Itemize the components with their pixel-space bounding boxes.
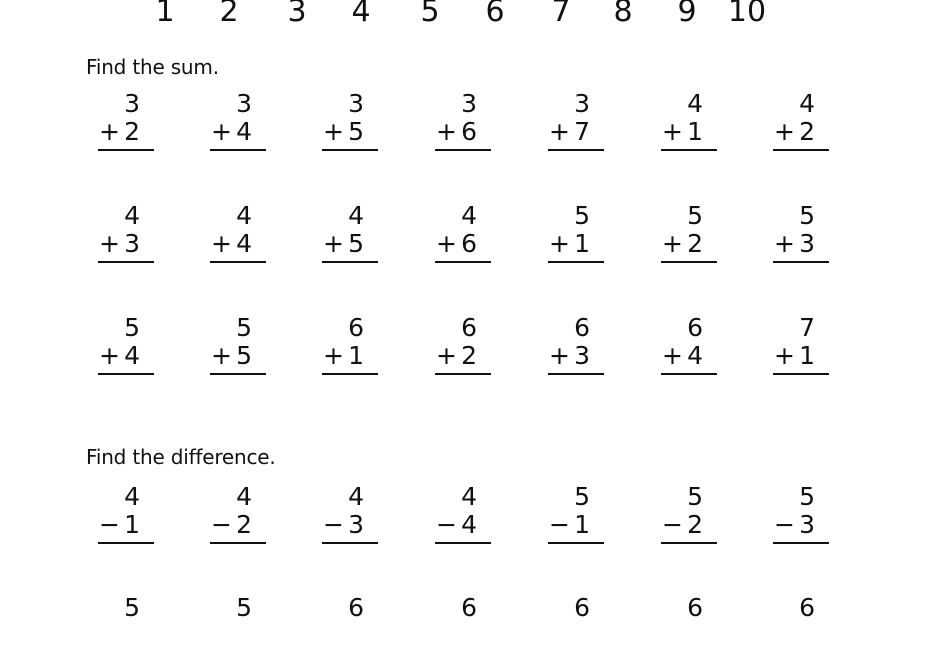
answer-line (322, 373, 378, 375)
math-problem (435, 314, 491, 384)
number-line-item: 7 (551, 0, 571, 29)
answer-line (435, 373, 491, 375)
problem-bottom-number: 2 (687, 229, 703, 258)
problem-bottom-number: 1 (348, 341, 364, 370)
answer-line (548, 373, 604, 375)
problem-top-number: 4 (124, 482, 140, 511)
number-line (0, 0, 930, 34)
operator-sign: + (99, 117, 120, 146)
problem-top-number: 7 (799, 313, 815, 342)
problem-top-number: 6 (687, 313, 703, 342)
problem-top-number: 4 (124, 201, 140, 230)
problem-bottom-number: 4 (124, 341, 140, 370)
problem-bottom-number: 7 (574, 117, 590, 146)
problem-bottom-number: 5 (236, 341, 252, 370)
math-problem (210, 483, 266, 553)
problem-top-number: 4 (461, 482, 477, 511)
number-line-item: 4 (351, 0, 371, 29)
problem-top-number: 6 (348, 313, 364, 342)
operator-sign: − (99, 510, 120, 539)
math-problem (322, 314, 378, 384)
math-problem (210, 90, 266, 160)
problem-bottom-number: 4 (461, 510, 477, 539)
operator-sign: − (436, 510, 457, 539)
answer-line (435, 261, 491, 263)
math-problem (661, 90, 717, 160)
operator-sign: + (774, 117, 795, 146)
problem-bottom-number: 2 (799, 117, 815, 146)
operator-sign: − (211, 510, 232, 539)
operator-sign: − (549, 510, 570, 539)
answer-line (98, 373, 154, 375)
math-problem (210, 594, 266, 664)
operator-sign: + (211, 117, 232, 146)
problem-top-number: 3 (348, 89, 364, 118)
operator-sign: + (436, 229, 457, 258)
operator-sign: + (211, 341, 232, 370)
problem-bottom-number: 3 (124, 229, 140, 258)
math-problem (548, 594, 604, 664)
math-problem (548, 314, 604, 384)
answer-line (98, 542, 154, 544)
number-line-item: 2 (219, 0, 239, 29)
problem-bottom-number: 3 (348, 510, 364, 539)
answer-line (773, 542, 829, 544)
math-problem (773, 594, 829, 664)
number-line-item: 8 (613, 0, 633, 29)
problem-bottom-number: 1 (799, 341, 815, 370)
problem-bottom-number: 6 (461, 229, 477, 258)
operator-sign: + (323, 341, 344, 370)
problem-top-number: 6 (687, 593, 703, 622)
problem-bottom-number: 5 (348, 117, 364, 146)
section-title: Find the sum. (86, 55, 219, 79)
problem-bottom-number: 1 (687, 117, 703, 146)
math-problem (548, 483, 604, 553)
answer-line (548, 261, 604, 263)
problem-bottom-number: 6 (461, 117, 477, 146)
operator-sign: + (774, 341, 795, 370)
answer-line (661, 149, 717, 151)
math-problem (322, 90, 378, 160)
problem-bottom-number: 2 (236, 510, 252, 539)
problem-top-number: 5 (687, 482, 703, 511)
answer-line (661, 261, 717, 263)
problem-bottom-number: 3 (799, 510, 815, 539)
operator-sign: + (549, 229, 570, 258)
operator-sign: + (662, 117, 683, 146)
answer-line (322, 149, 378, 151)
math-problem (661, 594, 717, 664)
section-title: Find the difference. (86, 445, 276, 469)
answer-line (773, 373, 829, 375)
problem-top-number: 5 (799, 482, 815, 511)
problem-top-number: 5 (124, 593, 140, 622)
answer-line (210, 542, 266, 544)
problem-top-number: 4 (236, 201, 252, 230)
operator-sign: + (549, 341, 570, 370)
operator-sign: − (774, 510, 795, 539)
math-problem (98, 90, 154, 160)
math-problem (773, 483, 829, 553)
math-problem (435, 483, 491, 553)
math-problem (98, 202, 154, 272)
operator-sign: + (323, 117, 344, 146)
math-problem (98, 314, 154, 384)
number-line-item: 3 (287, 0, 307, 29)
problem-top-number: 5 (799, 201, 815, 230)
problem-top-number: 5 (236, 313, 252, 342)
answer-line (661, 542, 717, 544)
math-problem (661, 202, 717, 272)
number-line-item: 6 (485, 0, 505, 29)
problem-top-number: 4 (461, 201, 477, 230)
operator-sign: + (549, 117, 570, 146)
operator-sign: + (99, 341, 120, 370)
number-line-item: 10 (727, 0, 767, 29)
problem-top-number: 5 (574, 201, 590, 230)
math-problem (210, 202, 266, 272)
problem-top-number: 6 (348, 593, 364, 622)
problem-top-number: 6 (574, 593, 590, 622)
answer-line (661, 373, 717, 375)
math-problem (435, 90, 491, 160)
answer-line (322, 261, 378, 263)
operator-sign: − (662, 510, 683, 539)
operator-sign: + (211, 229, 232, 258)
problem-bottom-number: 5 (348, 229, 364, 258)
problem-top-number: 4 (687, 89, 703, 118)
math-problem (435, 594, 491, 664)
answer-line (98, 261, 154, 263)
math-problem (322, 594, 378, 664)
operator-sign: + (662, 341, 683, 370)
math-problem (322, 483, 378, 553)
answer-line (773, 261, 829, 263)
number-line-item: 1 (155, 0, 175, 29)
operator-sign: + (436, 117, 457, 146)
problem-bottom-number: 4 (236, 117, 252, 146)
problem-top-number: 3 (236, 89, 252, 118)
answer-line (548, 149, 604, 151)
problem-bottom-number: 1 (574, 510, 590, 539)
problem-top-number: 4 (348, 201, 364, 230)
operator-sign: + (774, 229, 795, 258)
math-problem (98, 594, 154, 664)
problem-bottom-number: 2 (124, 117, 140, 146)
math-problem (773, 202, 829, 272)
operator-sign: + (436, 341, 457, 370)
problem-bottom-number: 1 (124, 510, 140, 539)
problem-top-number: 5 (236, 593, 252, 622)
problem-top-number: 3 (574, 89, 590, 118)
math-problem (661, 314, 717, 384)
problem-top-number: 5 (574, 482, 590, 511)
math-problem (661, 483, 717, 553)
problem-bottom-number: 2 (461, 341, 477, 370)
answer-line (773, 149, 829, 151)
math-problem (548, 202, 604, 272)
math-problem (322, 202, 378, 272)
answer-line (435, 542, 491, 544)
problem-top-number: 6 (799, 593, 815, 622)
problem-top-number: 6 (574, 313, 590, 342)
problem-bottom-number: 4 (687, 341, 703, 370)
math-problem (210, 314, 266, 384)
problem-bottom-number: 2 (687, 510, 703, 539)
answer-line (435, 149, 491, 151)
operator-sign: + (662, 229, 683, 258)
problem-top-number: 4 (236, 482, 252, 511)
problem-bottom-number: 3 (574, 341, 590, 370)
math-problem (98, 483, 154, 553)
operator-sign: + (99, 229, 120, 258)
math-problem (548, 90, 604, 160)
answer-line (548, 542, 604, 544)
problem-top-number: 5 (124, 313, 140, 342)
problem-top-number: 3 (124, 89, 140, 118)
answer-line (210, 149, 266, 151)
problem-top-number: 4 (799, 89, 815, 118)
math-problem (773, 314, 829, 384)
answer-line (210, 261, 266, 263)
math-problem (773, 90, 829, 160)
problem-top-number: 6 (461, 313, 477, 342)
answer-line (322, 542, 378, 544)
problem-bottom-number: 3 (799, 229, 815, 258)
problem-bottom-number: 4 (236, 229, 252, 258)
operator-sign: + (323, 229, 344, 258)
problem-top-number: 4 (348, 482, 364, 511)
math-problem (435, 202, 491, 272)
problem-top-number: 5 (687, 201, 703, 230)
answer-line (98, 149, 154, 151)
operator-sign: − (323, 510, 344, 539)
number-line-item: 9 (677, 0, 697, 29)
problem-top-number: 6 (461, 593, 477, 622)
problem-bottom-number: 1 (574, 229, 590, 258)
number-line-item: 5 (420, 0, 440, 29)
problem-top-number: 3 (461, 89, 477, 118)
answer-line (210, 373, 266, 375)
